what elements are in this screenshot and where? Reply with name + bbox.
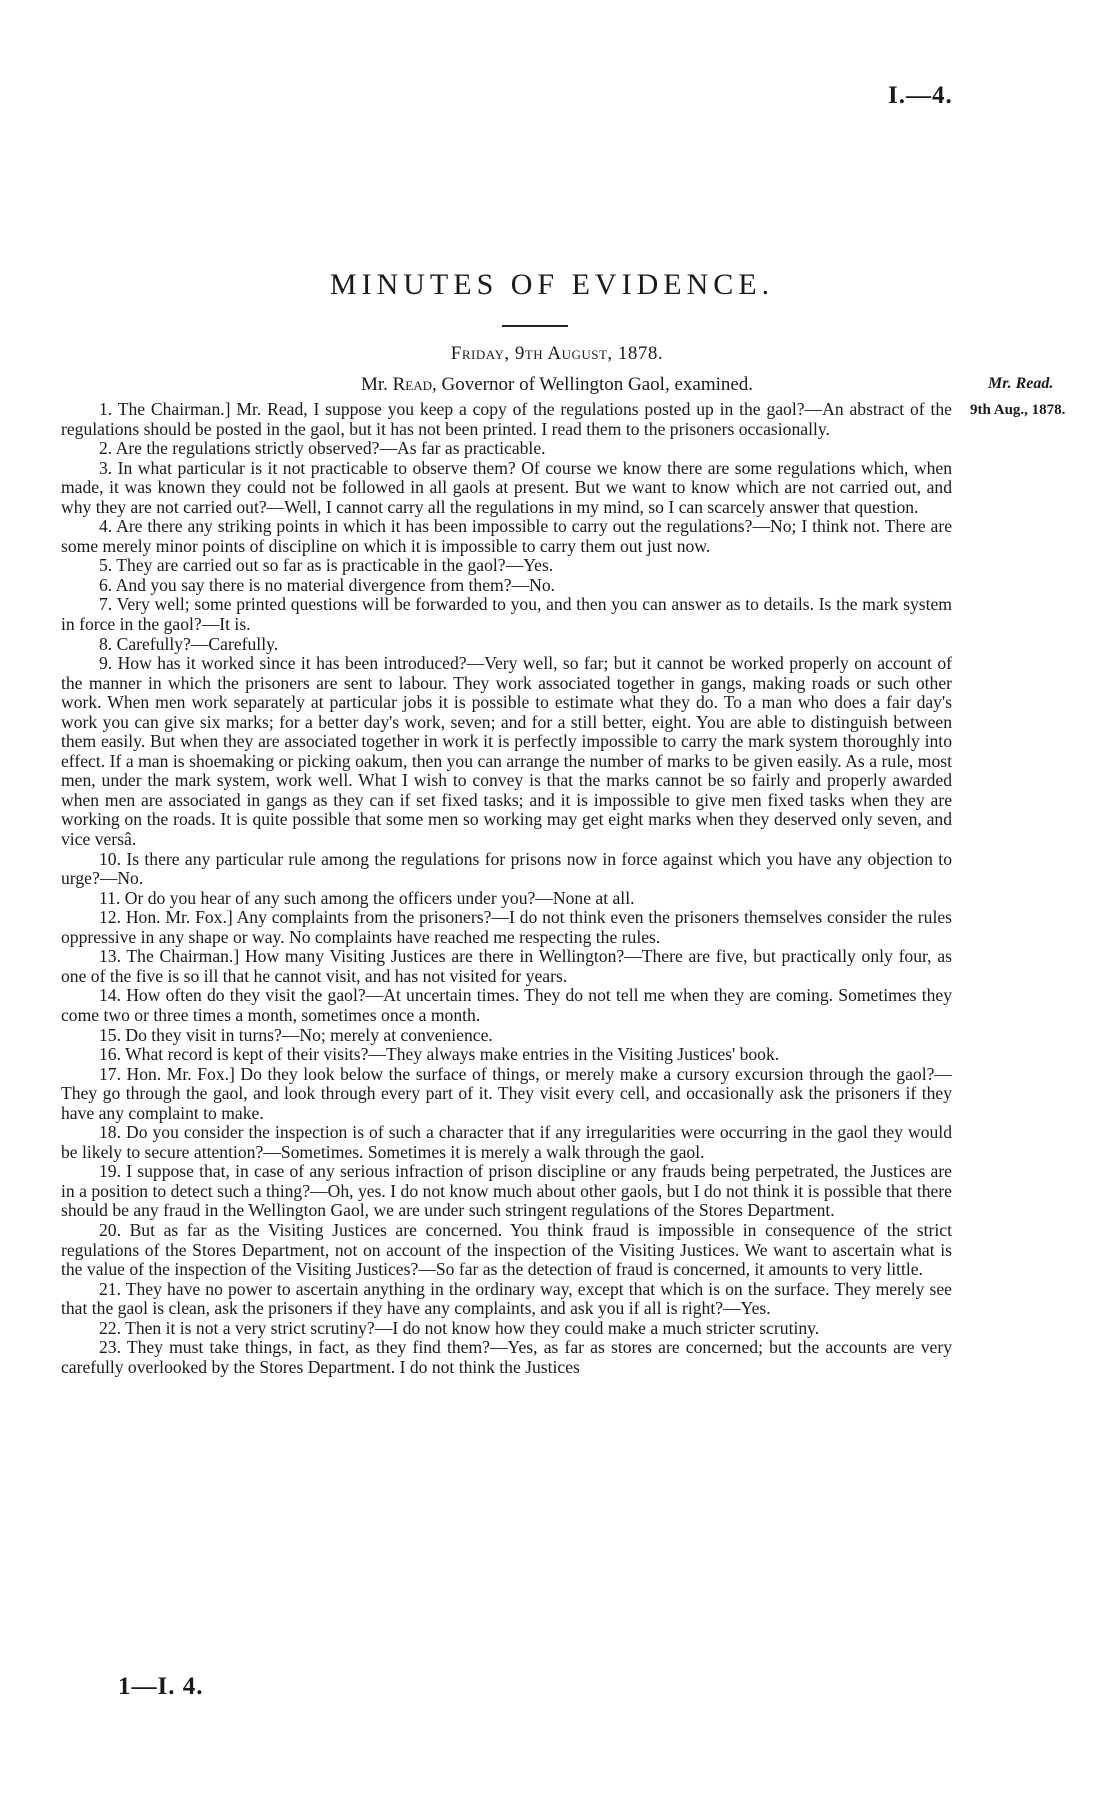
question-17: 17. Hon. Mr. Fox.] Do they look below the surface of things, or merely make a cursory excursion through the gaol?—They go through the gaol, and look through every part of it. They visit every cell, and occasionally ask the prisoners if they have any complaint to make. <box>61 1063 952 1123</box>
question-12: 12. Hon. Mr. Fox.] Any complaints from the prisoners?—I do not think even the prisoners themselves consider the rules oppressive in any shape or way. No complaints have reached me respecting the rules. <box>61 907 952 947</box>
question-8: 8. Carefully?—Carefully. <box>99 633 279 654</box>
question-16: 16. What record is kept of their visits?—They always make entries in the Visiting Justices' book. <box>99 1044 780 1065</box>
question-23: 23. They must take things, in fact, as they find them?—Yes, as far as stores are concerned; but the accounts are very carefully overlooked by the Stores Department. I do not think the Justices <box>61 1337 952 1377</box>
page-title <box>0 268 1114 302</box>
page-reference: I.—4. <box>888 82 953 109</box>
question-7: 7. Very well; some printed questions will be forwarded to you, and then you can answer as to details. Is the mark system in force in the gaol?—It is. <box>61 594 952 635</box>
question-22: 22. Then it is not a very strict scrutiny?—I do not know how they could make a much stricter scrutiny. <box>99 1317 820 1338</box>
sitting-date: Friday, 9th August, 1878. <box>450 343 664 364</box>
question-20: 20. But as far as the Visiting Justices are concerned. You think fraud is impossible in consequence of the strict regulations of the Stores Department, not on account of the inspection of the Visiting Justices. We want to ascertain what is the value of the inspection of the Visiting Justices?—So far as the detection of fraud is concerned, it amounts to very little. <box>61 1219 952 1280</box>
question-15: 15. Do they visit in turns?—No; merely at convenience. <box>99 1024 493 1045</box>
margin-witness-name: Mr. Read. <box>988 375 1054 392</box>
witness-suffix: , Governor of Wellington Gaol, examined. <box>432 374 754 395</box>
question-9: 9. How has it worked since it has been introduced?—Very well, so far; but it cannot be worked properly on account of the manner in which the prisoners are sent to labour. They work associated together in gangs, making roads or such other work. When men work separately at particular jobs it is possible to estimate what they do. To a man who does a fair day's work you can give six marks; for a better day's work, seven; and for a still better, eight. You are able to distinguish between them easily. But when they are associated together in work it is perfectly impossible to carry the mark system thoroughly into effect. If a man is shoemaking or picking oakum, then you can arrange the number of marks to be given easily. As a rule, most men, under the mark system, work well. What I wish to convey is that the marks cannot be so fairly and properly awarded when men are associated in gangs as they can if set fixed tasks; and it is impossible to give men fixed tasks when they are working on the roads. It is quite possible that some men so working may get eight marks when they deserved only seven, and vice versâ. <box>61 653 952 850</box>
question-18: 18. Do you consider the inspection is of such a character that if any irregularities were occurring in the gaol they would be likely to secure attention?—Sometimes. Sometimes it is merely a walk through the gaol. <box>61 1122 952 1162</box>
printer-signature: 1—I. 4. <box>118 1673 204 1700</box>
question-1: 1. The Chairman.] Mr. Read, I suppose you keep a copy of the regulations posted up in the gaol?—An abstract of the regulations should be posted in the gaol, but it has not been printed. I read them to the prisoners occasionally. <box>61 399 952 439</box>
witness-name: Read <box>392 374 433 395</box>
question-14: 14. How often do they visit the gaol?—At uncertain times. They do not tell me when they are coming. Sometimes they come two or three times a month, sometimes once a month. <box>61 985 952 1025</box>
question-2: 2. Are the regulations strictly observed?—As far as practicable. <box>99 438 546 459</box>
question-3: 3. In what particular is it not practicable to observe them? Of course we know there are some regulations which, when made, it was known they could not be followed in all gaols at present. But we want to know which are not carried out, and why they are not carried out?—Well, I cannot carry all the regulations in my mind, so I can scarcely answer that question. <box>61 457 952 517</box>
question-21: 21. They have no power to ascertain anything in the ordinary way, except that which is on the surface. They merely see that the gaol is clean, ask the prisoners if they have any complaints, and ask you if all is right?—Yes. <box>61 1278 952 1319</box>
page-title-text: MINUTES OF EVIDENCE. <box>329 268 775 301</box>
question-11: 11. Or do you hear of any such among the officers under you?—None at all. <box>99 887 635 908</box>
question-6: 6. And you say there is no material divergence from them?—No. <box>99 574 556 595</box>
witness-prefix: Mr. <box>360 374 393 395</box>
question-5: 5. They are carried out so far as is practicable in the gaol?—Yes. <box>99 555 554 576</box>
question-4: 4. Are there any striking points in which it has been impossible to carry out the regulations?—No; I think not. There are some merely minor points of discipline on which it is impossible to carry them out just now. <box>61 516 952 556</box>
evidence-body <box>61 400 952 1377</box>
margin-date: 9th Aug., 1878. <box>970 402 1066 418</box>
witness-line <box>0 374 1114 396</box>
question-10: 10. Is there any particular rule among the regulations for prisons now in force against which you have any objection to urge?—No. <box>61 848 952 889</box>
question-13: 13. The Chairman.] How many Visiting Justices are there in Wellington?—There are five, but practically only four, as one of the five is so ill that he cannot visit, and has not visited for years. <box>61 946 952 986</box>
question-19: 19. I suppose that, in case of any serious infraction of prison discipline or any frauds being perpetrated, the Justices are in a position to detect such a thing?—Oh, yes. I do not know much about other gaols, but I do not think it is possible that there should be any fraud in the Wellington Gaol, we are under such stringent regulations of the Stores Department. <box>61 1161 952 1221</box>
title-rule <box>502 325 568 327</box>
